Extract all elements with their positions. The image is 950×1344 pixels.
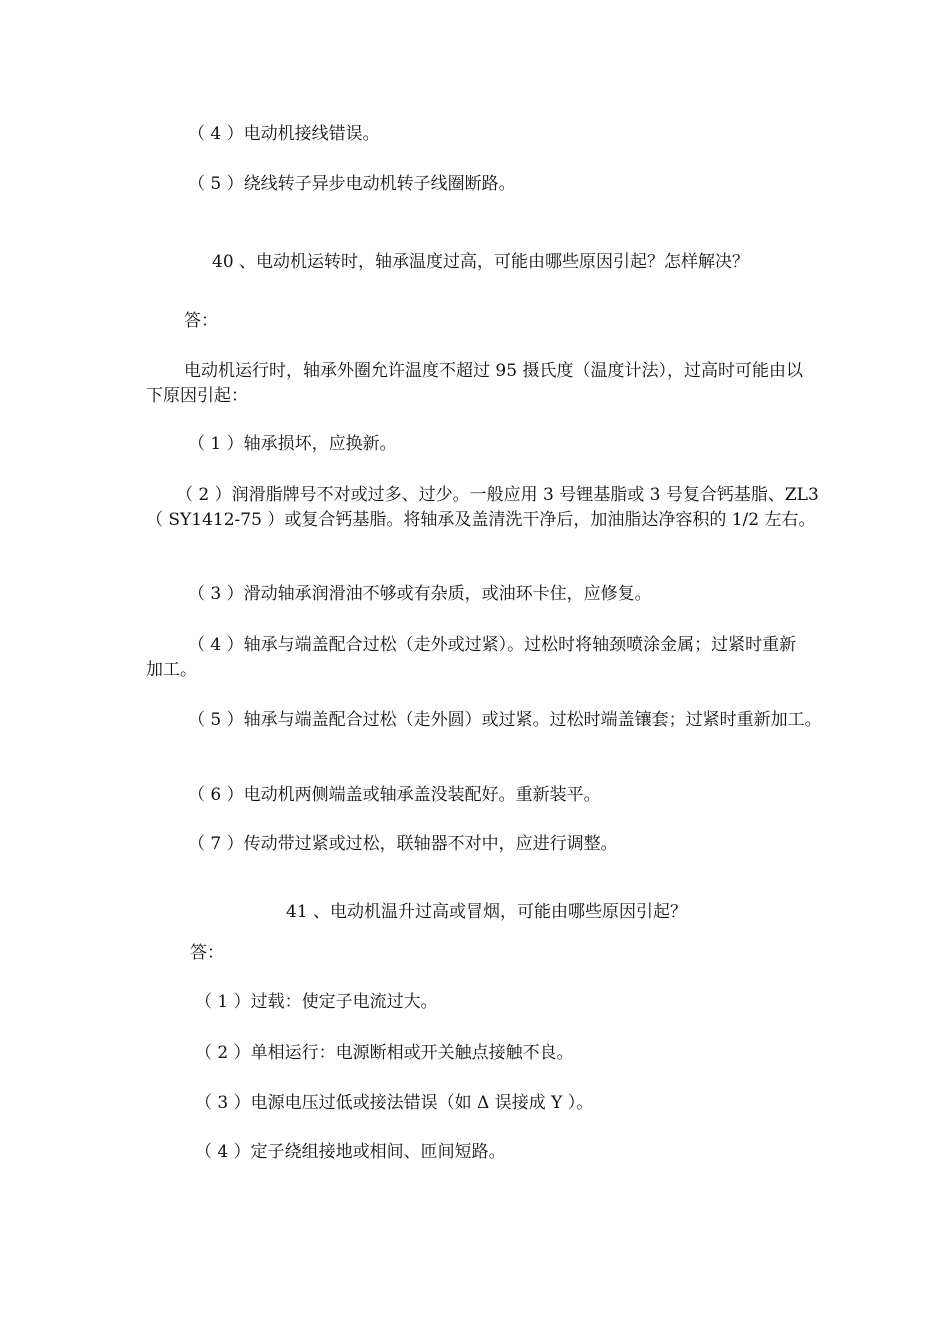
answer-label: 答： xyxy=(184,311,218,331)
list-item: （ 1 ）过载：使定子电流过大。 xyxy=(195,992,438,1012)
list-item: （ 6 ）电动机两侧端盖或轴承盖没装配好。重新装平。 xyxy=(188,785,601,805)
list-item-continuation: （ SY1412-75 ）或复合钙基脂。将轴承及盖清洗干净后，加油脂达净容积的 1/2 左右。 xyxy=(146,510,816,530)
list-item: （ 3 ）滑动轴承润滑油不够或有杂质，或油环卡住，应修复。 xyxy=(188,584,652,604)
list-item: （ 5 ）绕线转子异步电动机转子线圈断路。 xyxy=(188,174,516,194)
list-item: （ 2 ）单相运行：电源断相或开关触点接触不良。 xyxy=(195,1043,574,1063)
answer-label: 答： xyxy=(190,943,224,963)
list-item: （ 5 ）轴承与端盖配合过松（走外圆）或过紧。过松时端盖镶套；过紧时重新加工。 xyxy=(188,710,822,730)
list-item: （ 7 ）传动带过紧或过松，联轴器不对中，应进行调整。 xyxy=(188,834,618,854)
list-item: （ 4 ）电动机接线错误。 xyxy=(188,124,380,144)
list-item: （ 4 ）轴承与端盖配合过松（走外或过紧）。过松时将轴颈喷涂金属；过紧时重新 xyxy=(188,635,797,655)
list-item-continuation: 加工。 xyxy=(146,660,197,680)
list-item: （ 4 ）定子绕组接地或相间、匝间短路。 xyxy=(195,1142,506,1162)
paragraph-line: 电动机运行时，轴承外圈允许温度不超过 95 摄氏度（温度计法），过高时可能由以 xyxy=(184,361,803,381)
paragraph-line: 下原因引起： xyxy=(146,386,248,406)
list-item: （ 2 ）润滑脂牌号不对或过多、过少。一般应用 3 号锂基脂或 3 号复合钙基脂、ZL3 xyxy=(176,485,819,505)
question-heading: 41 、电动机温升过高或冒烟，可能由哪些原因引起？ xyxy=(286,902,688,922)
list-item: （ 1 ）轴承损坏，应换新。 xyxy=(188,434,397,454)
question-heading: 40 、电动机运转时，轴承温度过高，可能由哪些原因引起？怎样解决？ xyxy=(212,252,750,272)
list-item: （ 3 ）电源电压过低或接法错误（如 Δ 误接成 Y ）。 xyxy=(195,1093,594,1113)
